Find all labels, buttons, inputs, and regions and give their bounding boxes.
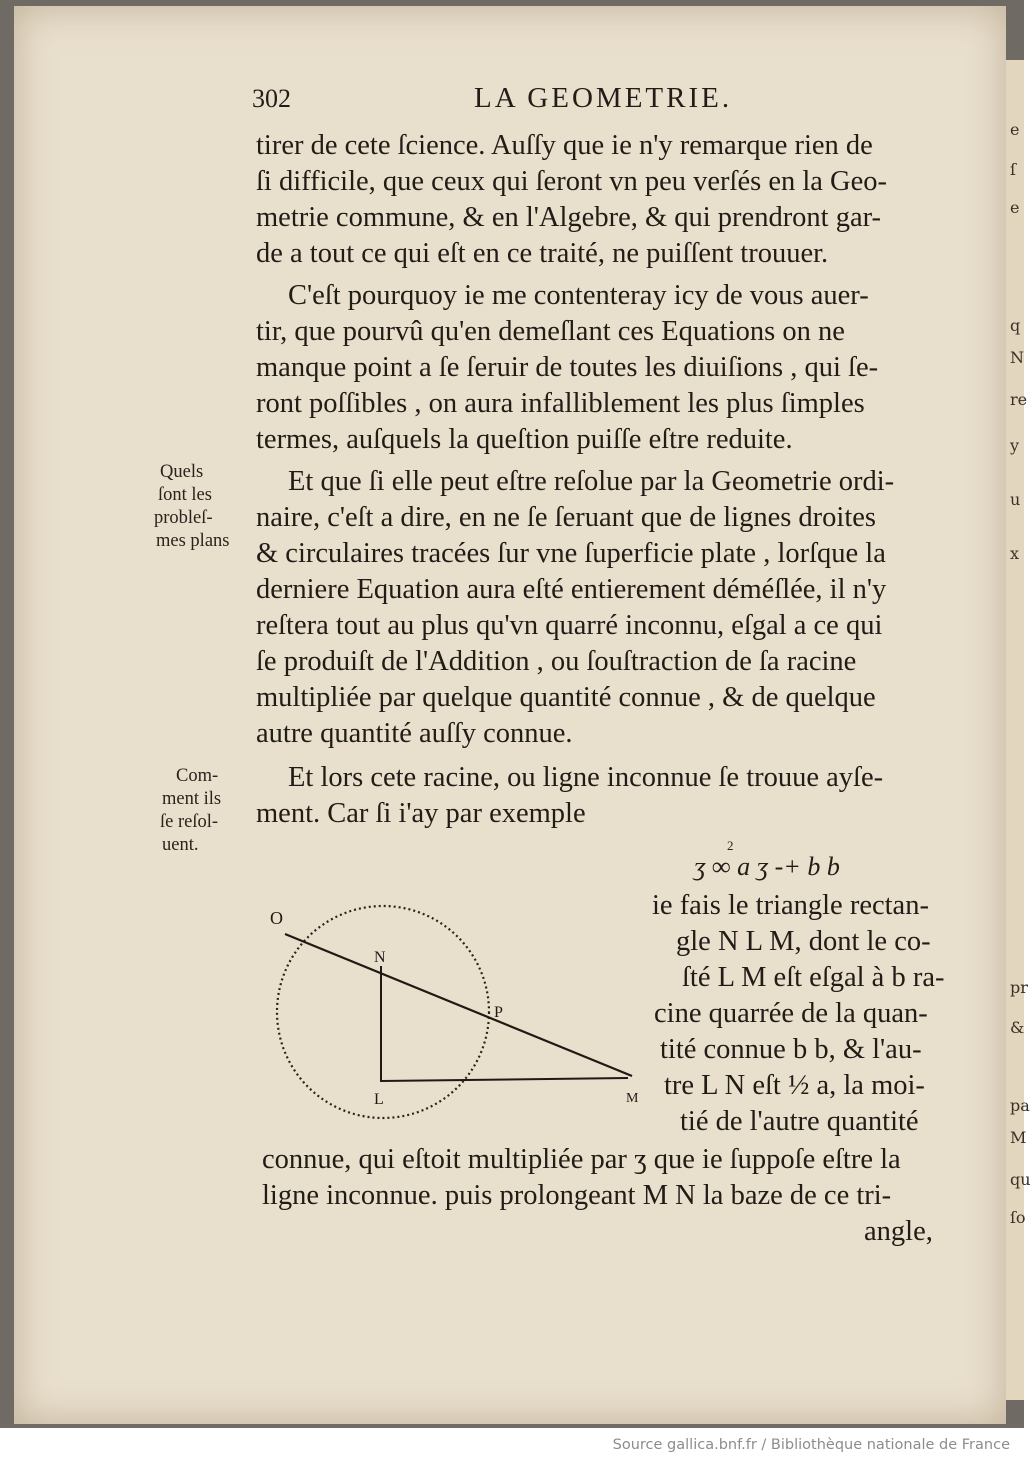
edge-letter: e <box>1010 120 1020 139</box>
text-line: ſe produiſt de l'Addition , ou ſouſtraction de ſa racine <box>256 646 857 677</box>
edge-letter: u <box>1010 490 1021 509</box>
edge-letter: re <box>1010 390 1028 409</box>
side-line: tre L N eſt ½ a, la moi- <box>664 1070 925 1101</box>
text-line: ligne inconnue. puis prolongeant M N la baze de ce tri- <box>262 1180 892 1211</box>
side-line: ie fais le triangle rectan- <box>652 890 929 921</box>
text-line: ront poſſibles , on aura infalliblement les plus ſimples <box>256 388 865 419</box>
text-line: reſtera tout au plus qu'vn quarré inconnu, eſgal a ce qui <box>256 610 883 641</box>
edge-letter: x <box>1010 544 1020 563</box>
edge-letter: M <box>1010 1128 1027 1147</box>
hypotenuse-line <box>285 934 632 1076</box>
text-line: ment. Car ſi i'ay par exemple <box>256 798 586 829</box>
adjacent-page-edge <box>1006 60 1027 1400</box>
side-line: ſté L M eſt eſgal à b ra- <box>682 962 945 993</box>
text-line: termes, auſquels la queſtion puiſſe eſtre reduite. <box>256 424 793 455</box>
edge-letter: q <box>1010 316 1021 335</box>
side-line: tié de l'autre quantité <box>680 1106 919 1137</box>
page-header <box>252 82 952 118</box>
text-line: derniere Equation aura eſté entierement déméſlée, il n'y <box>256 574 887 605</box>
text-line: connue, qui eſtoit multipliée par ʒ que ie ſuppoſe eſtre la <box>262 1144 901 1175</box>
text-line: metrie commune, & en l'Algebre, & qui prendront gar- <box>256 202 882 233</box>
running-title: LA GEOMETRIE. <box>474 82 733 114</box>
segment-lm <box>381 1078 628 1081</box>
text-line: manque point a ſe ſeruir de toutes les diuiſions , qui ſe- <box>256 352 879 383</box>
text-line: tirer de cete ſcience. Auſſy que ie n'y remarque rien de <box>256 130 873 161</box>
edge-letter: pa <box>1010 1096 1030 1115</box>
margin-note-line: ſont les <box>158 485 212 505</box>
text-line: angle, <box>864 1216 933 1247</box>
dotted-circle <box>277 906 489 1118</box>
label-n: N <box>374 949 386 966</box>
margin-note-line: uent. <box>162 835 199 855</box>
text-line: naire, c'eſt a dire, en ne ſe ſeruant que de lignes droites <box>256 502 877 533</box>
text-line: & circulaires tracées ſur vne ſuperficie plate , lorſque la <box>256 538 886 569</box>
text-line: autre quantité auſſy connue. <box>256 718 573 749</box>
edge-letter: e <box>1010 198 1020 217</box>
source-credit: Source gallica.bnf.fr / Bibliothèque nationale de France <box>612 1437 1010 1453</box>
edge-letter: pr <box>1010 978 1028 997</box>
margin-note-line: ment ils <box>162 789 222 809</box>
text-line: Et que ſi elle peut eſtre reſolue par la Geometrie ordi- <box>288 466 895 497</box>
edge-letter: N <box>1010 348 1024 367</box>
label-l: L <box>374 1091 384 1108</box>
label-m: M <box>626 1091 639 1106</box>
edge-letter: & <box>1010 1018 1025 1037</box>
text-line: multipliée par quelque quantité connue , & de quelque <box>256 682 876 713</box>
margin-note-line: Quels <box>160 462 204 482</box>
edge-letter: qu <box>1010 1170 1031 1189</box>
margin-note-line: probleſ- <box>154 508 213 528</box>
edge-letter: ſo <box>1010 1208 1026 1227</box>
equation-exponent: 2 <box>727 838 734 853</box>
edge-letter: ſ <box>1010 160 1016 179</box>
label-o: O <box>270 908 283 928</box>
text-line: ſi difficile, que ceux qui ſeront vn peu verſés en la Geo- <box>256 166 888 197</box>
geometry-figure <box>262 862 662 1114</box>
text-line: tir, que pourvû qu'en demeſlant ces Equations on ne <box>256 316 845 347</box>
text-line: Et lors cete racine, ou ligne inconnue ſe trouue ayſe- <box>288 762 884 793</box>
side-line: tité connue b b, & l'au- <box>660 1034 922 1065</box>
edge-letter: y <box>1010 436 1020 455</box>
label-p: P <box>494 1004 503 1021</box>
margin-note-line: ſe reſol- <box>160 812 219 832</box>
equation-text: ʒ ∞ a ʒ -+ b b <box>694 852 840 881</box>
side-line: cine quarrée de la quan- <box>654 998 928 1029</box>
side-line: gle N L M, dont le co- <box>676 926 931 957</box>
margin-note-line: mes plans <box>156 531 230 551</box>
text-line: C'eſt pourquoy ie me contenteray icy de vous auer- <box>288 280 869 311</box>
page-number: 302 <box>252 84 291 113</box>
text-line: de a tout ce qui eſt en ce traité, ne puiſſent trouuer. <box>256 238 829 269</box>
margin-note-line: Com- <box>176 766 219 786</box>
